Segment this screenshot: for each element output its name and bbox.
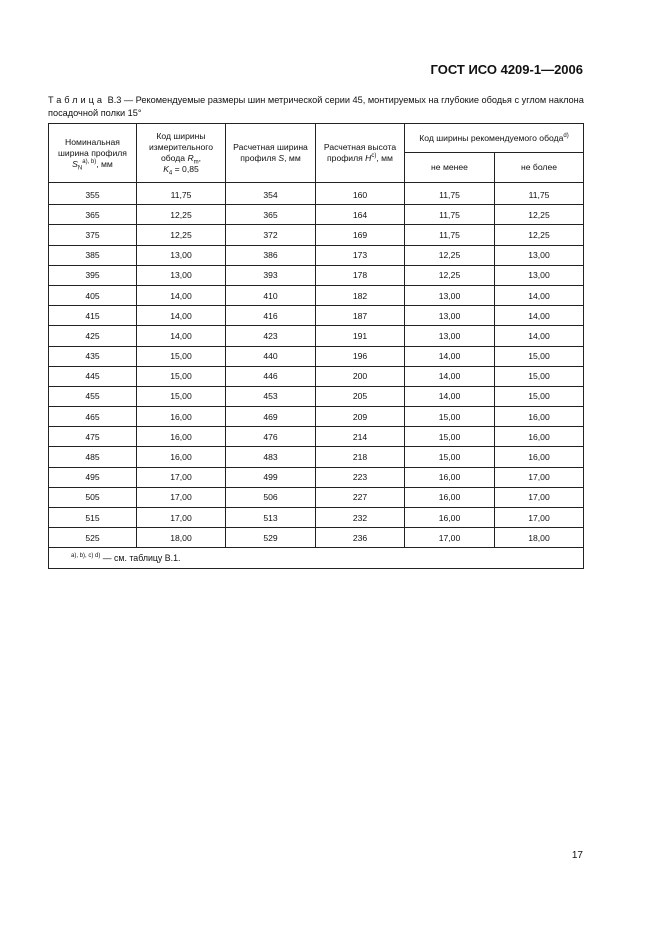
table-cell: 455 <box>49 386 137 406</box>
table-cell: 15,00 <box>495 386 584 406</box>
table-cell: 445 <box>49 366 137 386</box>
table-cell: 16,00 <box>137 427 226 447</box>
table-cell: 15,00 <box>137 366 226 386</box>
table-cell: 405 <box>49 285 137 305</box>
table-cell: 232 <box>316 508 405 528</box>
table-cell: 505 <box>49 487 137 507</box>
table-row <box>49 285 584 305</box>
table-cell: 515 <box>49 508 137 528</box>
header-max: не более <box>495 153 584 183</box>
table-row <box>49 386 584 406</box>
table-cell: 435 <box>49 346 137 366</box>
table-cell: 469 <box>226 407 316 427</box>
table-cell: 386 <box>226 245 316 265</box>
document-code: ГОСТ ИСО 4209-1—2006 <box>430 62 583 77</box>
table-cell: 17,00 <box>137 467 226 487</box>
table-cell: 499 <box>226 467 316 487</box>
table-cell: 223 <box>316 467 405 487</box>
table-row <box>49 366 584 386</box>
table-row <box>49 467 584 487</box>
table-cell: 13,00 <box>495 265 584 285</box>
table-cell: 475 <box>49 427 137 447</box>
table-cell: 14,00 <box>495 285 584 305</box>
table-cell: 15,00 <box>495 346 584 366</box>
table-row <box>49 508 584 528</box>
table-cell: 453 <box>226 386 316 406</box>
table-cell: 12,25 <box>137 225 226 245</box>
table-cell: 354 <box>226 183 316 205</box>
table-cell: 14,00 <box>405 366 495 386</box>
table-cell: 200 <box>316 366 405 386</box>
table-cell: 17,00 <box>137 508 226 528</box>
table-cell: 182 <box>316 285 405 305</box>
table-cell: 12,25 <box>405 265 495 285</box>
table-cell: 13,00 <box>405 326 495 346</box>
table-cell: 440 <box>226 346 316 366</box>
table-cell: 191 <box>316 326 405 346</box>
table-cell: 423 <box>226 326 316 346</box>
table-cell: 513 <box>226 508 316 528</box>
table-cell: 16,00 <box>495 447 584 467</box>
table-cell: 13,00 <box>137 245 226 265</box>
table-cell: 13,00 <box>137 265 226 285</box>
table-cell: 16,00 <box>137 407 226 427</box>
table-cell: 169 <box>316 225 405 245</box>
table-cell: 15,00 <box>405 407 495 427</box>
table-row <box>49 447 584 467</box>
table-cell: 476 <box>226 427 316 447</box>
table-cell: 187 <box>316 306 405 326</box>
table-cell: 365 <box>226 205 316 225</box>
table-cell: 178 <box>316 265 405 285</box>
table-cell: 525 <box>49 528 137 548</box>
table-cell: 416 <box>226 306 316 326</box>
table-cell: 14,00 <box>137 285 226 305</box>
table-cell: 495 <box>49 467 137 487</box>
table-cell: 365 <box>49 205 137 225</box>
table-cell: 11,75 <box>405 225 495 245</box>
table-footnote: $^{a), b), c) d)}$ — см. таблицу В.1. <box>49 548 584 569</box>
table-cell: 12,25 <box>137 205 226 225</box>
caption-text: В.3 — Рекомендуемые размеры шин метрической серии 45, монтируемых на глубокие ободья с углом наклона посадочной полки 15° <box>48 95 584 118</box>
header-rim-code: Код ширины измерительного обода $R_m$, $K_4 = 0,85$ <box>137 124 226 183</box>
table-cell: 12,25 <box>495 225 584 245</box>
table-cell: 16,00 <box>495 407 584 427</box>
table-row <box>49 245 584 265</box>
table-cell: 14,00 <box>405 346 495 366</box>
header-design-width: Расчетная ширина профиля S, мм <box>226 124 316 183</box>
table-cell: 196 <box>316 346 405 366</box>
header-design-height: Расчетная высота профиля $H^{c)}$, мм <box>316 124 405 183</box>
table-row <box>49 326 584 346</box>
table-row <box>49 225 584 245</box>
table-cell: 372 <box>226 225 316 245</box>
table-cell: 415 <box>49 306 137 326</box>
table-cell: 15,00 <box>137 386 226 406</box>
table-cell: 214 <box>316 427 405 447</box>
table-cell: 236 <box>316 528 405 548</box>
caption-lead: Таблица <box>48 95 106 105</box>
table-row <box>49 306 584 326</box>
table-cell: 485 <box>49 447 137 467</box>
table-cell: 218 <box>316 447 405 467</box>
table-cell: 11,75 <box>405 205 495 225</box>
table-cell: 506 <box>226 487 316 507</box>
table-cell: 425 <box>49 326 137 346</box>
table-cell: 393 <box>226 265 316 285</box>
table-cell: 11,75 <box>405 183 495 205</box>
table-cell: 227 <box>316 487 405 507</box>
table-cell: 385 <box>49 245 137 265</box>
table-cell: 13,00 <box>405 285 495 305</box>
table-cell: 483 <box>226 447 316 467</box>
table-cell: 14,00 <box>137 326 226 346</box>
table-cell: 17,00 <box>495 487 584 507</box>
table-row <box>49 205 584 225</box>
table-cell: 15,00 <box>137 346 226 366</box>
table-row <box>49 183 584 205</box>
table-cell: 375 <box>49 225 137 245</box>
table-row <box>49 427 584 447</box>
table-cell: 205 <box>316 386 405 406</box>
table-cell: 12,25 <box>405 245 495 265</box>
header-recommended-rim: Код ширины рекомендуемого обода$^{d)}$ <box>405 124 584 153</box>
table-cell: 15,00 <box>495 366 584 386</box>
table-cell: 12,25 <box>495 205 584 225</box>
table-row <box>49 346 584 366</box>
table-cell: 15,00 <box>405 427 495 447</box>
table-cell: 16,00 <box>405 467 495 487</box>
table-cell: 17,00 <box>405 528 495 548</box>
table-cell: 209 <box>316 407 405 427</box>
table-cell: 16,00 <box>405 508 495 528</box>
table-cell: 15,00 <box>405 447 495 467</box>
table-cell: 164 <box>316 205 405 225</box>
table-cell: 16,00 <box>495 427 584 447</box>
table-cell: 355 <box>49 183 137 205</box>
table-cell: 160 <box>316 183 405 205</box>
table-row <box>49 528 584 548</box>
table-cell: 14,00 <box>137 306 226 326</box>
table-cell: 18,00 <box>495 528 584 548</box>
table-cell: 395 <box>49 265 137 285</box>
table-cell: 465 <box>49 407 137 427</box>
header-nominal-width: Номинальная ширина профиля $S_N^{a), b)}$, мм <box>49 124 137 183</box>
table-cell: 17,00 <box>137 487 226 507</box>
table-cell: 173 <box>316 245 405 265</box>
page-number: 17 <box>571 850 583 861</box>
table-row <box>49 407 584 427</box>
table-cell: 16,00 <box>137 447 226 467</box>
table-row <box>49 265 584 285</box>
table-cell: 18,00 <box>137 528 226 548</box>
table-caption <box>48 94 588 119</box>
tire-size-table <box>48 123 584 569</box>
table-cell: 16,00 <box>405 487 495 507</box>
table-cell: 529 <box>226 528 316 548</box>
table-cell: 13,00 <box>405 306 495 326</box>
table-cell: 13,00 <box>495 245 584 265</box>
table-cell: 410 <box>226 285 316 305</box>
table-cell: 14,00 <box>495 326 584 346</box>
table-cell: 446 <box>226 366 316 386</box>
table-cell: 14,00 <box>405 386 495 406</box>
table-cell: 11,75 <box>495 183 584 205</box>
table-cell: 17,00 <box>495 467 584 487</box>
table-cell: 17,00 <box>495 508 584 528</box>
table-row <box>49 487 584 507</box>
table-cell: 14,00 <box>495 306 584 326</box>
header-min: не менее <box>405 153 495 183</box>
table-cell: 11,75 <box>137 183 226 205</box>
